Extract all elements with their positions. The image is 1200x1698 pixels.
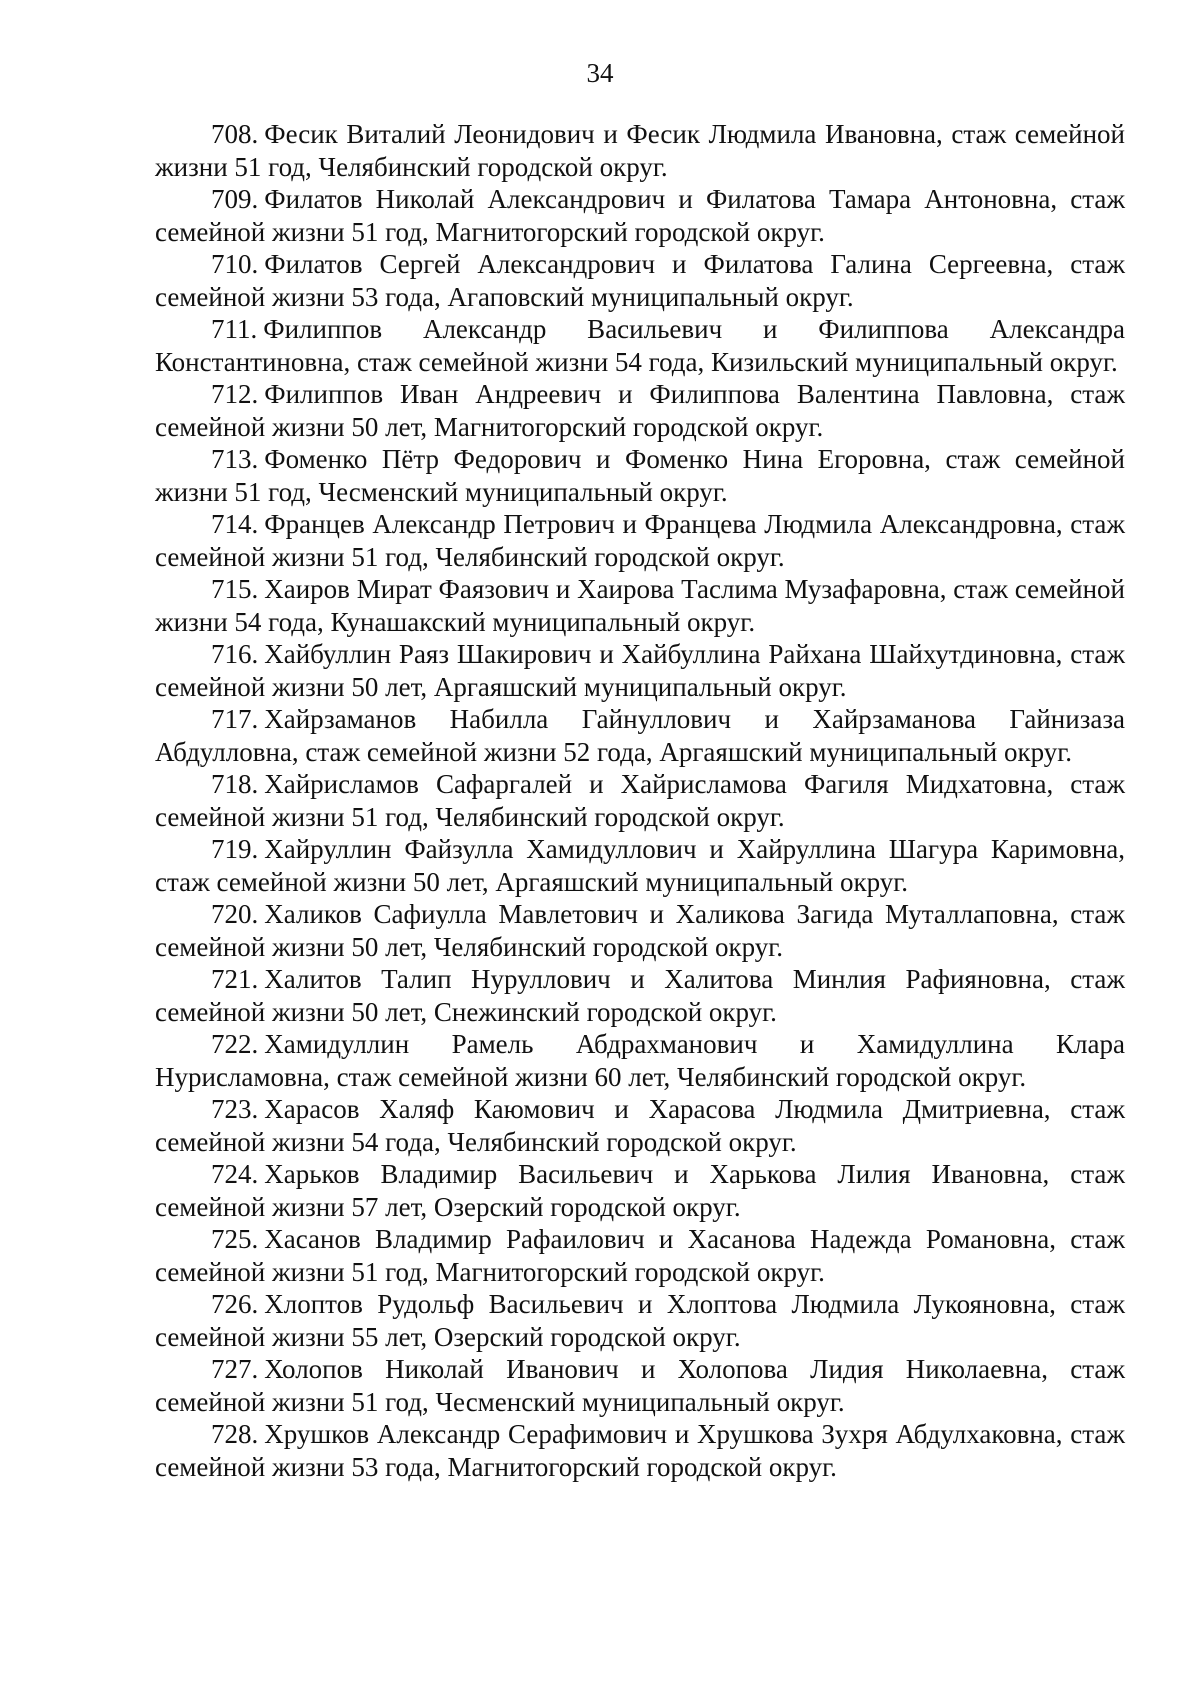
entry-text: Харьков Владимир Васильевич и Харькова Лилия Ивановна, стаж семейной жизни 57 лет, Озерский городской округ. xyxy=(155,1159,1125,1222)
list-item xyxy=(155,378,1125,443)
entry-number: 724. xyxy=(211,1159,259,1189)
entry-text: Филиппов Александр Васильевич и Филиппова Александра Константиновна, стаж семейной жизни 54 года, Кизильский муниципальный округ. xyxy=(155,314,1125,377)
entry-number: 722. xyxy=(211,1029,259,1059)
entry-number: 711. xyxy=(211,314,258,344)
list-item xyxy=(155,573,1125,638)
entry-text: Хайруллин Файзулла Хамидуллович и Хайруллина Шагура Каримовна, стаж семейной жизни 50 лет, Аргаяшский муниципальный округ. xyxy=(155,834,1125,897)
entry-number: 708. xyxy=(211,119,259,149)
list-item xyxy=(155,1093,1125,1158)
list-item xyxy=(155,183,1125,248)
list-item xyxy=(155,768,1125,833)
entry-number: 713. xyxy=(211,444,259,474)
entry-number: 710. xyxy=(211,249,259,279)
entry-number: 726. xyxy=(211,1289,259,1319)
list-item xyxy=(155,118,1125,183)
entry-text: Хайрзаманов Набилла Гайнуллович и Хайрзаманова Гайнизаза Абдулловна, стаж семейной жизни 52 года, Аргаяшский муниципальный округ. xyxy=(155,704,1125,767)
entry-number: 720. xyxy=(211,899,259,929)
list-item xyxy=(155,703,1125,768)
entry-text: Хайрисламов Сафаргалей и Хайрисламова Фагиля Мидхатовна, стаж семейной жизни 51 год, Челябинский городской округ. xyxy=(155,769,1125,832)
list-item xyxy=(155,1028,1125,1093)
entry-number: 709. xyxy=(211,184,259,214)
list-item xyxy=(155,1223,1125,1288)
entry-number: 717. xyxy=(211,704,259,734)
list-item xyxy=(155,1288,1125,1353)
list-item xyxy=(155,1158,1125,1223)
entry-number: 721. xyxy=(211,964,259,994)
entry-text: Францев Александр Петрович и Францева Людмила Александровна, стаж семейной жизни 51 год, Челябинский городской округ. xyxy=(155,509,1125,572)
list-item xyxy=(155,1353,1125,1418)
entry-number: 727. xyxy=(211,1354,259,1384)
entry-text: Фесик Виталий Леонидович и Фесик Людмила Ивановна, стаж семейной жизни 51 год, Челябинский городской округ. xyxy=(155,119,1125,182)
entry-number: 728. xyxy=(211,1419,259,1449)
entry-text: Филиппов Иван Андреевич и Филиппова Валентина Павловна, стаж семейной жизни 50 лет, Магнитогорский городской округ. xyxy=(155,379,1125,442)
entry-text: Хлоптов Рудольф Васильевич и Хлоптова Людмила Лукояновна, стаж семейной жизни 55 лет, Озерский городской округ. xyxy=(155,1289,1125,1352)
entry-text: Халитов Талип Нуруллович и Халитова Минлия Рафияновна, стаж семейной жизни 50 лет, Снежинский городской округ. xyxy=(155,964,1125,1027)
entry-text: Хамидуллин Рамель Абдрахманович и Хамидуллина Клара Нурисламовна, стаж семейной жизни 60 лет, Челябинский городской округ. xyxy=(155,1029,1125,1092)
list-item xyxy=(155,898,1125,963)
list-item xyxy=(155,638,1125,703)
entry-text: Хасанов Владимир Рафаилович и Хасанова Надежда Романовна, стаж семейной жизни 51 год, Магнитогорский городской округ. xyxy=(155,1224,1125,1287)
page-number: 34 xyxy=(586,58,614,88)
entry-number: 715. xyxy=(211,574,259,604)
list-item xyxy=(155,963,1125,1028)
list-item xyxy=(155,313,1125,378)
entry-number: 714. xyxy=(211,509,259,539)
list-item xyxy=(155,833,1125,898)
entry-text: Фоменко Пётр Федорович и Фоменко Нина Егоровна, стаж семейной жизни 51 год, Чесменский муниципальный округ. xyxy=(155,444,1125,507)
entry-text: Халиков Сафиулла Мавлетович и Халикова Загида Муталлаповна, стаж семейной жизни 50 лет, Челябинский городской округ. xyxy=(155,899,1125,962)
entry-number: 716. xyxy=(211,639,259,669)
entry-text: Холопов Николай Иванович и Холопова Лидия Николаевна, стаж семейной жизни 51 год, Чесменский муниципальный округ. xyxy=(155,1354,1125,1417)
list-item xyxy=(155,248,1125,313)
entry-text: Хаиров Мират Фаязович и Хаирова Таслима Музафаровна, стаж семейной жизни 54 года, Кунашакский муниципальный округ. xyxy=(155,574,1125,637)
entry-number: 723. xyxy=(211,1094,259,1124)
list-item xyxy=(155,1418,1125,1483)
entry-number: 719. xyxy=(211,834,259,864)
entry-number: 718. xyxy=(211,769,259,799)
entry-text: Хайбуллин Раяз Шакирович и Хайбуллина Райхана Шайхутдиновна, стаж семейной жизни 50 лет, Аргаяшский муниципальный округ. xyxy=(155,639,1125,702)
entry-number: 712. xyxy=(211,379,259,409)
entry-text: Филатов Сергей Александрович и Филатова Галина Сергеевна, стаж семейной жизни 53 года, Агаповский муниципальный округ. xyxy=(155,249,1125,312)
entry-list xyxy=(155,118,1125,1483)
entry-number: 725. xyxy=(211,1224,259,1254)
entry-text: Филатов Николай Александрович и Филатова Тамара Антоновна, стаж семейной жизни 51 год, Магнитогорский городской округ. xyxy=(155,184,1125,247)
entry-text: Хрушков Александр Серафимович и Хрушкова Зухря Абдулхаковна, стаж семейной жизни 53 года, Магнитогорский городской округ. xyxy=(155,1419,1125,1482)
entry-text: Харасов Халяф Каюмович и Харасова Людмила Дмитриевна, стаж семейной жизни 54 года, Челябинский городской округ. xyxy=(155,1094,1125,1157)
list-item xyxy=(155,443,1125,508)
list-item xyxy=(155,508,1125,573)
